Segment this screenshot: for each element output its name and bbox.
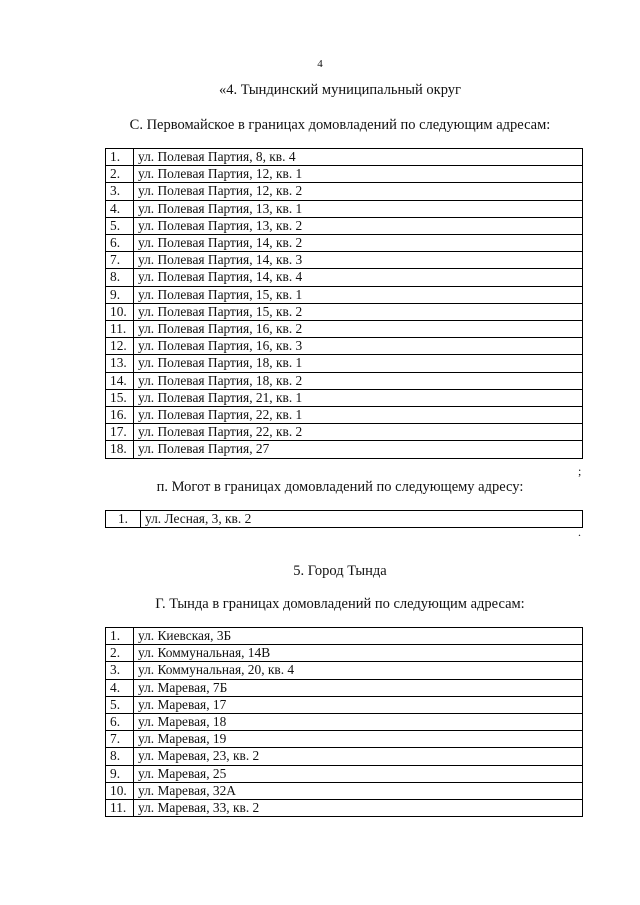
- row-address: ул. Маревая, 32А: [134, 782, 583, 799]
- row-address: ул. Полевая Партия, 21, кв. 1: [134, 389, 583, 406]
- table-row: [106, 338, 583, 355]
- table-row: [106, 235, 583, 252]
- row-address: ул. Полевая Партия, 27: [134, 441, 583, 458]
- row-number: 8.: [106, 748, 134, 765]
- table-row: [106, 424, 583, 441]
- row-number: 1.: [106, 149, 134, 166]
- row-address: ул. Маревая, 33, кв. 2: [134, 800, 583, 817]
- table-row: [106, 355, 583, 372]
- tynda-address-table: [105, 627, 583, 817]
- row-number: 7.: [106, 252, 134, 269]
- table-row: [106, 748, 583, 765]
- row-address: ул. Полевая Партия, 22, кв. 2: [134, 424, 583, 441]
- table-row: [106, 731, 583, 748]
- row-number: 1.: [106, 511, 141, 528]
- row-number: 8.: [106, 269, 134, 286]
- page-number: 4: [317, 58, 323, 70]
- table-row: [106, 782, 583, 799]
- table-row: [106, 303, 583, 320]
- row-address: ул. Полевая Партия, 13, кв. 2: [134, 217, 583, 234]
- row-address: ул. Коммунальная, 14В: [134, 645, 583, 662]
- row-number: 15.: [106, 389, 134, 406]
- row-address: ул. Полевая Партия, 22, кв. 1: [134, 407, 583, 424]
- table-row: [106, 286, 583, 303]
- row-address: ул. Маревая, 17: [134, 696, 583, 713]
- row-number: 3.: [106, 183, 134, 200]
- row-address: ул. Полевая Партия, 8, кв. 4: [134, 149, 583, 166]
- row-number: 16.: [106, 407, 134, 424]
- row-number: 4.: [106, 200, 134, 217]
- row-address: ул. Маревая, 18: [134, 714, 583, 731]
- row-address: ул. Маревая, 23, кв. 2: [134, 748, 583, 765]
- table-row: [106, 662, 583, 679]
- table-end-dot: .: [578, 525, 581, 539]
- pervomaiskoe-address-table: [105, 148, 583, 459]
- table-row: [106, 269, 583, 286]
- table-row: [106, 389, 583, 406]
- section-4-title: «4. Тындинский муниципальный округ: [219, 82, 461, 98]
- row-number: 17.: [106, 424, 134, 441]
- row-number: 10.: [106, 303, 134, 320]
- row-number: 11.: [106, 800, 134, 817]
- table-row: [106, 321, 583, 338]
- table-row: [106, 800, 583, 817]
- row-number: 4.: [106, 679, 134, 696]
- mogot-address-table: [105, 510, 583, 528]
- row-address: ул. Маревая, 25: [134, 765, 583, 782]
- row-address: ул. Полевая Партия, 18, кв. 1: [134, 355, 583, 372]
- row-address: ул. Коммунальная, 20, кв. 4: [134, 662, 583, 679]
- table-row: [106, 372, 583, 389]
- row-address: ул. Лесная, 3, кв. 2: [141, 511, 583, 528]
- row-number: 12.: [106, 338, 134, 355]
- table-row: [106, 679, 583, 696]
- row-number: 2.: [106, 645, 134, 662]
- row-address: ул. Полевая Партия, 15, кв. 1: [134, 286, 583, 303]
- row-number: 11.: [106, 321, 134, 338]
- row-number: 9.: [106, 286, 134, 303]
- table-row: [106, 217, 583, 234]
- pervomaiskoe-heading: С. Первомайское в границах домовладений по следующим адресам:: [129, 117, 551, 133]
- row-address: ул. Полевая Партия, 14, кв. 3: [134, 252, 583, 269]
- tynda-heading: Г. Тында в границах домовладений по следующим адресам:: [155, 596, 525, 612]
- row-number: 7.: [106, 731, 134, 748]
- row-number: 9.: [106, 765, 134, 782]
- table-row: [106, 628, 583, 645]
- table-row: [106, 765, 583, 782]
- row-number: 18.: [106, 441, 134, 458]
- row-address: ул. Маревая, 7Б: [134, 679, 583, 696]
- mogot-heading: п. Могот в границах домовладений по следующему адресу:: [156, 479, 524, 495]
- table-row: [106, 645, 583, 662]
- row-address: ул. Полевая Партия, 12, кв. 1: [134, 166, 583, 183]
- table-row: [106, 252, 583, 269]
- row-number: 5.: [106, 696, 134, 713]
- row-address: ул. Полевая Партия, 16, кв. 3: [134, 338, 583, 355]
- row-number: 6.: [106, 235, 134, 252]
- table-row: [106, 200, 583, 217]
- row-number: 14.: [106, 372, 134, 389]
- table-row: [106, 696, 583, 713]
- table-row: [106, 407, 583, 424]
- row-address: ул. Полевая Партия, 15, кв. 2: [134, 303, 583, 320]
- table-row: [106, 441, 583, 458]
- row-address: ул. Полевая Партия, 14, кв. 2: [134, 235, 583, 252]
- table-row: [106, 511, 583, 528]
- row-address: ул. Полевая Партия, 12, кв. 2: [134, 183, 583, 200]
- row-number: 2.: [106, 166, 134, 183]
- row-number: 5.: [106, 217, 134, 234]
- row-number: 1.: [106, 628, 134, 645]
- section-5-title: 5. Город Тында: [293, 563, 387, 579]
- row-address: ул. Киевская, 3Б: [134, 628, 583, 645]
- row-address: ул. Полевая Партия, 16, кв. 2: [134, 321, 583, 338]
- table-row: [106, 714, 583, 731]
- row-address: ул. Полевая Партия, 13, кв. 1: [134, 200, 583, 217]
- row-address: ул. Маревая, 19: [134, 731, 583, 748]
- table-row: [106, 149, 583, 166]
- table-end-semicolon: ;: [578, 464, 582, 478]
- row-number: 13.: [106, 355, 134, 372]
- row-number: 3.: [106, 662, 134, 679]
- row-number: 10.: [106, 782, 134, 799]
- table-row: [106, 183, 583, 200]
- row-number: 6.: [106, 714, 134, 731]
- row-address: ул. Полевая Партия, 14, кв. 4: [134, 269, 583, 286]
- table-row: [106, 166, 583, 183]
- row-address: ул. Полевая Партия, 18, кв. 2: [134, 372, 583, 389]
